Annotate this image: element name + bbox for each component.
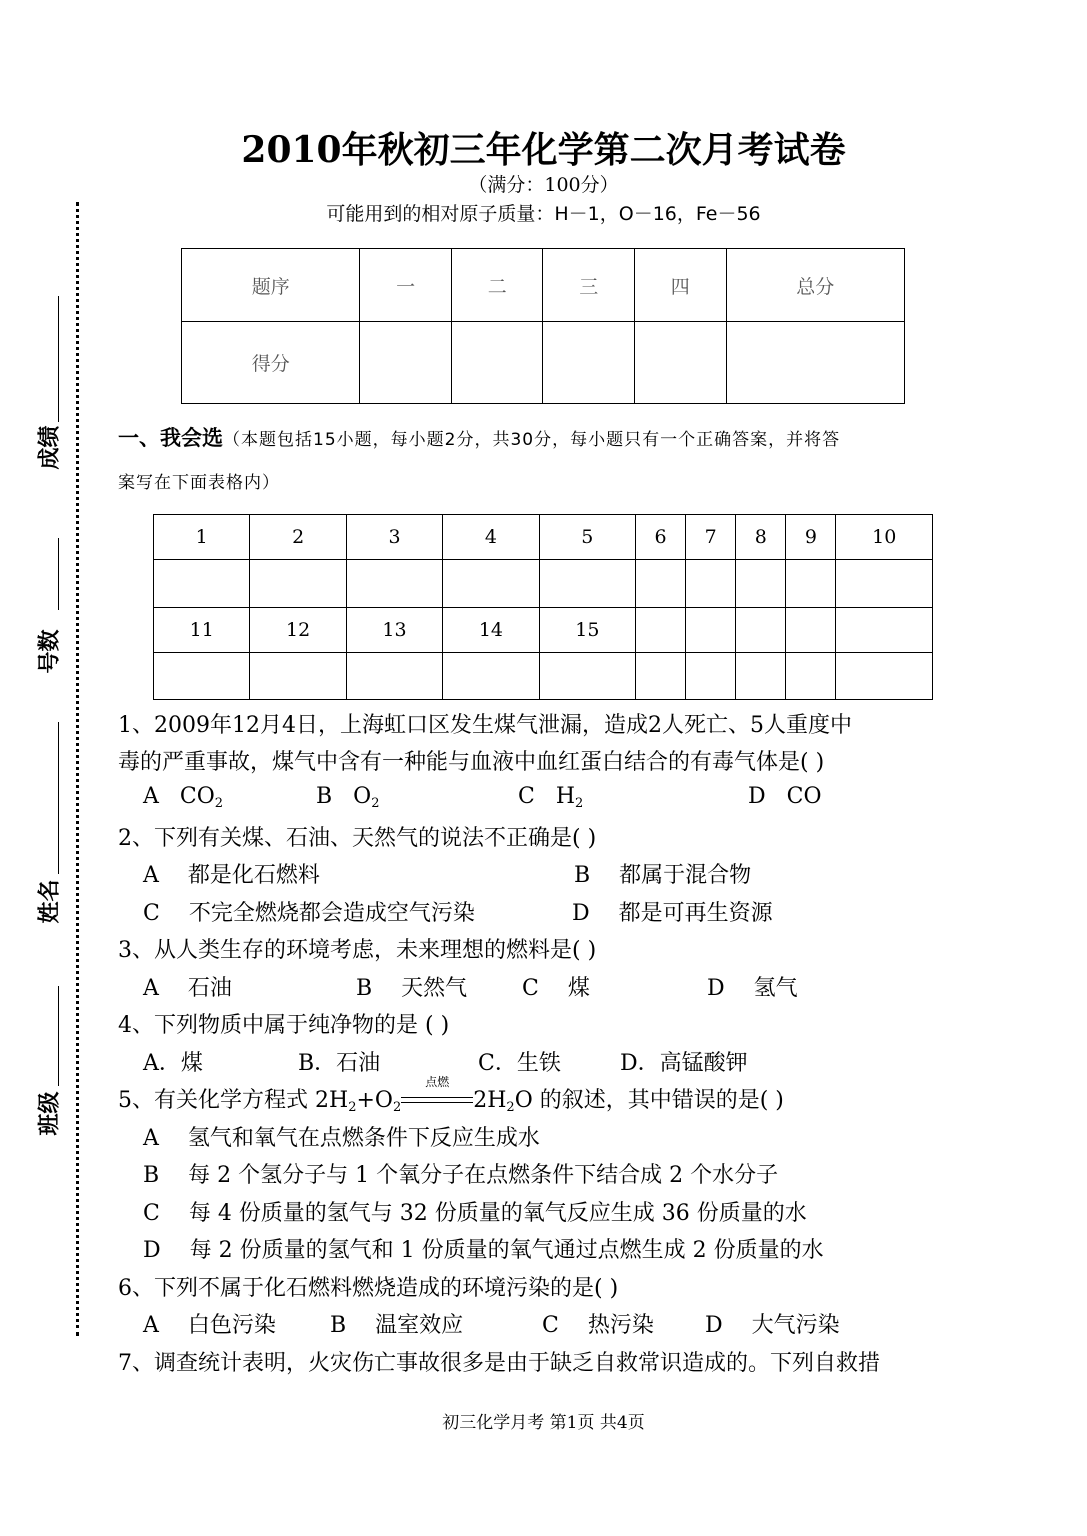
score-entry-cell[interactable] [543, 322, 635, 404]
page-footer: 初三化学月考 第1页 共4页 [442, 1413, 645, 1433]
question-4: 4、下列物质中属于纯净物的是 ( ) [118, 1013, 450, 1038]
answer-number: 9 [786, 515, 836, 560]
answer-number [786, 608, 836, 653]
q1-option-a: A $CO_2$ [143, 784, 224, 811]
answer-cell[interactable] [443, 560, 539, 608]
answer-cell[interactable] [346, 560, 442, 608]
score-field-line [58, 296, 59, 422]
atomic-masses: 可能用到的相对原子质量：H－1，O－16，Fe－56 [326, 203, 761, 225]
section-note-continued: 案写在下面表格内） [118, 473, 280, 493]
answer-cell[interactable] [736, 560, 786, 608]
answer-cell[interactable] [346, 653, 442, 700]
score-entry-cell[interactable] [451, 322, 543, 404]
answer-number: 15 [539, 608, 635, 653]
q2-option-b: B 都属于混合物 [574, 863, 752, 888]
answer-cell[interactable] [786, 653, 836, 700]
answer-cell[interactable] [836, 653, 933, 700]
sidebar-label-class: 班级 [37, 1091, 63, 1136]
score-header-cell: 四 [635, 249, 727, 322]
sidebar-label-name: 姓名 [37, 879, 63, 924]
q6-option-a: A 白色污染 [143, 1313, 276, 1338]
question-1-line-2: 毒的严重事故，煤气中含有一种能与血液中血红蛋白结合的有毒气体是( ) [118, 750, 825, 775]
q3-option-b: B 天然气 [356, 976, 468, 1001]
full-score: （满分：100分） [468, 174, 619, 196]
sidebar-label-score: 成绩 [37, 425, 63, 470]
answer-number: 2 [250, 515, 346, 560]
answer-cell[interactable] [250, 653, 346, 700]
answer-cell[interactable] [636, 560, 686, 608]
answer-number: 14 [443, 608, 539, 653]
q6-option-b: B 温室效应 [330, 1313, 464, 1338]
answer-cell[interactable] [686, 560, 736, 608]
answer-table [153, 514, 933, 700]
answer-cell[interactable] [686, 653, 736, 700]
question-5: 5、有关化学方程式 $2H_2+O_2$ 点燃 $2H_2O$ 的叙述，其中错误的是( ) [118, 1075, 784, 1115]
answer-number: 6 [636, 515, 686, 560]
answer-number: 4 [443, 515, 539, 560]
score-header-cell: 一 [360, 249, 452, 322]
score-header-cell: 题序 [182, 249, 360, 322]
q1-option-c: C $H_2$ [518, 784, 584, 811]
section-heading [118, 422, 840, 452]
answer-cell[interactable] [786, 560, 836, 608]
q4-option-a: A．煤 [143, 1051, 203, 1076]
q6-option-c: C 热污染 [542, 1313, 654, 1338]
answer-cell[interactable] [539, 560, 635, 608]
answer-cell[interactable] [154, 653, 250, 700]
score-entry-cell[interactable] [726, 322, 904, 404]
answer-cell[interactable] [736, 653, 786, 700]
answer-number: 5 [539, 515, 635, 560]
q5-option-d: D 每 2 份质量的氢气和 1 份质量的氧气通过点燃生成 2 份质量的水 [143, 1238, 824, 1263]
answer-number: 1 [154, 515, 250, 560]
answer-number: 13 [346, 608, 442, 653]
answer-cell[interactable] [250, 560, 346, 608]
question-7: 7、调查统计表明，火灾伤亡事故很多是由于缺乏自救常识造成的。下列自救措 [118, 1351, 880, 1376]
score-header-cell: 总分 [726, 249, 904, 322]
q3-option-c: C 煤 [522, 976, 590, 1001]
answer-number: 10 [836, 515, 933, 560]
name-field-line [58, 722, 59, 874]
q6-option-d: D 大气污染 [705, 1313, 840, 1338]
page-title: 2010年秋初三年化学第二次月考试卷 [241, 129, 846, 171]
reaction-arrow: 点燃 [401, 1091, 473, 1111]
q3-option-d: D 氢气 [707, 976, 798, 1001]
answer-number [736, 608, 786, 653]
q2-option-a: A 都是化石燃料 [143, 863, 320, 888]
score-row-label: 得分 [182, 322, 360, 404]
score-table [181, 248, 905, 404]
score-entry-cell[interactable] [360, 322, 452, 404]
q2-option-c: C 不完全燃烧都会造成空气污染 [143, 901, 475, 926]
q1-option-b: B $O_2$ [316, 784, 380, 811]
section-title: 一、我会选 [118, 426, 223, 450]
question-2: 2、下列有关煤、石油、天然气的说法不正确是( ) [118, 826, 597, 851]
answer-number [636, 608, 686, 653]
q3-option-a: A 石油 [143, 976, 232, 1001]
q5-option-b: B 每 2 个氢分子与 1 个氧分子在点燃条件下结合成 2 个水分子 [143, 1163, 779, 1188]
answer-number: 12 [250, 608, 346, 653]
number-field-line [58, 538, 59, 610]
sidebar-label-number: 号数 [37, 629, 63, 674]
q4-option-d: D．高锰酸钾 [620, 1051, 748, 1076]
q2-option-d: D 都是可再生资源 [572, 901, 773, 926]
q4-option-b: B．石油 [298, 1051, 381, 1076]
score-entry-cell[interactable] [635, 322, 727, 404]
question-1-line-1: 1、2009年12月4日，上海虹口区发生煤气泄漏，造成2人死亡、5人重度中 [118, 713, 852, 738]
question-3: 3、从人类生存的环境考虑，未来理想的燃料是( ) [118, 938, 597, 963]
answer-cell[interactable] [443, 653, 539, 700]
answer-number [836, 608, 933, 653]
answer-number [686, 608, 736, 653]
answer-number: 3 [346, 515, 442, 560]
answer-number: 7 [686, 515, 736, 560]
q5-option-a: A 氢气和氧气在点燃条件下反应生成水 [143, 1126, 540, 1151]
q1-option-d: D CO [748, 784, 822, 809]
answer-number: 11 [154, 608, 250, 653]
answer-cell[interactable] [836, 560, 933, 608]
score-header-cell: 三 [543, 249, 635, 322]
answer-cell[interactable] [154, 560, 250, 608]
answer-cell[interactable] [539, 653, 635, 700]
answer-cell[interactable] [636, 653, 686, 700]
class-field-line [58, 986, 59, 1086]
binding-dotted-line [76, 202, 79, 1336]
q5-option-c: C 每 4 份质量的氢气与 32 份质量的氧气反应生成 36 份质量的水 [143, 1201, 807, 1226]
q4-option-c: C．生铁 [478, 1051, 561, 1076]
score-header-cell: 二 [451, 249, 543, 322]
section-note: （本题包括15小题，每小题2分，共30分，每小题只有一个正确答案，并将答 [223, 430, 841, 450]
answer-number: 8 [736, 515, 786, 560]
question-6: 6、下列不属于化石燃料燃烧造成的环境污染的是( ) [118, 1276, 619, 1301]
